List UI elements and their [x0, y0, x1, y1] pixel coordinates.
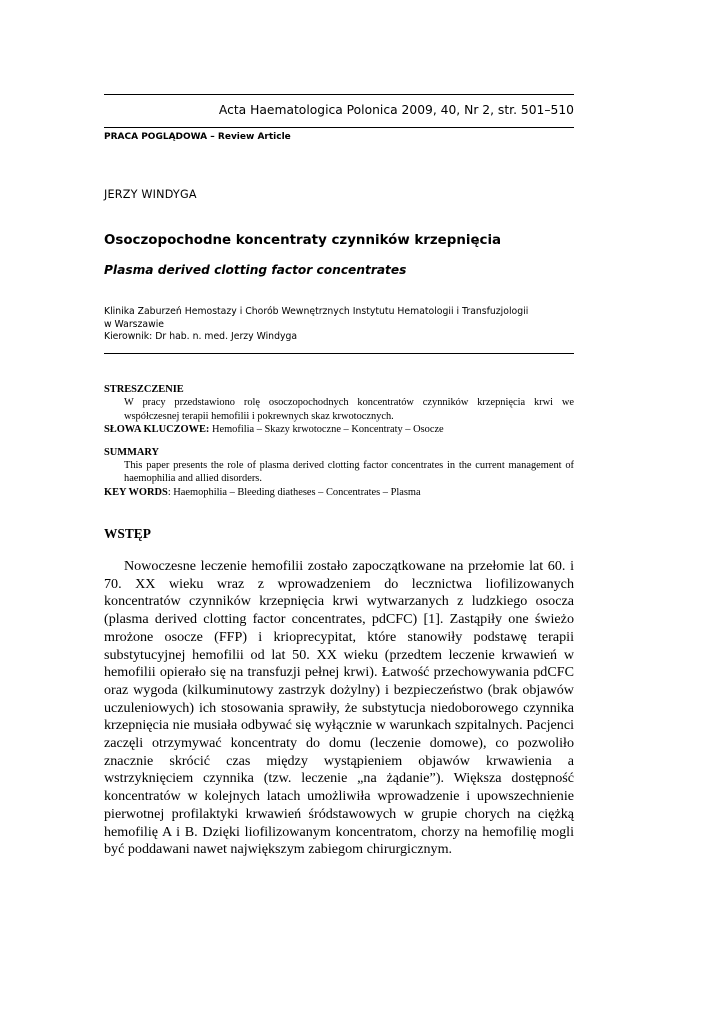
keywords-pl: [104, 423, 574, 436]
article-category: PRACA POGLĄDOWA – Review Article: [104, 132, 291, 142]
body-paragraph: Nowoczesne leczenie hemofilii zostało zapoczątkowane na przełomie lat 60. i 70. XX wieku wraz z wprowadzeniem do lecznictwa liofilizowanych koncentratów czynników krzepnięcia krwi wytwarzanych z ludzkiego osocza (plasma derived clotting factor concentrates, pdCFC) [1]. Zastąpiły one świeżo mrożone osocze (FFP) i krioprecypitat, które stanowiły podstawę terapii substytucyjnej hemofilii od lat 50. XX wieku (przedtem leczenie krwawień w hemofilii opierało się na transfuzji pełnej krwi). Łatwość przechowywania pdCFC oraz wygoda (kilkuminutowy zastrzyk dożylny) i bezpieczeństwo (brak objawów uczuleniowych) ich stosowania sprawiły, że substytucja niedoborowego czynnika krzepnięcia nie musiała odbywać się wyłącznie w warunkach szpitalnych. Pacjenci zaczęli otrzymywać koncentraty do domu (leczenie domowe), co pozwoliło znacznie skrócić czas między wystąpieniem objawów krwawienia a wstrzyknięciem czynnika (tzw. leczenie „na żądanie”). Większa dostępność koncentratów w kolejnych latach umożliwiła wprowadzenie i upowszechnienie pierwotnej profilaktyki krwawień śródstawowych w grupie chorych na ciężką hemofilię A i B. Dzięki liofilizowanym koncentratom, chorzy na hemofilię mogli być poddawani nawet największym zabiegom chirurgicznym.: [104, 558, 574, 858]
affiliation-rule: [104, 353, 574, 354]
affiliation-line: w Warszawie: [104, 318, 165, 330]
header-top-rule: [104, 94, 574, 95]
section-heading: WSTĘP: [104, 526, 151, 541]
abstract-pl-text: W pracy przedstawiono rolę osoczopochodnych koncentratów czynników krzepnięcia krwi we współczesnej terapii hemofilii i pokrewnych skaz krwotocznych.: [124, 397, 574, 422]
journal-citation: Acta Haematologica Polonica 2009, 40, Nr 2, str. 501–510: [218, 103, 574, 117]
article-page: [104, 0, 574, 1024]
abstracts-block: [104, 383, 574, 499]
abstract-en-text: This paper presents the role of plasma derived clotting factor concentrates in the current management of haemophilia and allied disorders.: [124, 460, 574, 485]
affiliation-block: [104, 306, 528, 344]
keywords-en-values: : Haemophilia – Bleeding diatheses – Concentrates – Plasma: [167, 486, 421, 498]
head-of-clinic: Kierownik: Dr hab. n. med. Jerzy Windyga: [104, 331, 298, 342]
affiliation-line: Klinika Zaburzeń Hemostazy i Chorób Wewnętrznych Instytutu Hematologii i Transfuzjologii: [104, 306, 529, 317]
keywords-pl-values: Hemofilia – Skazy krwotoczne – Koncentraty – Osocze: [209, 424, 444, 436]
keywords-en: [104, 486, 574, 499]
abstract-en-heading: SUMMARY: [104, 446, 160, 458]
keywords-en-label: KEY WORDS: [104, 486, 168, 498]
author-name: JERZY WINDYGA: [104, 188, 197, 201]
title-english: Plasma derived clotting factor concentrates: [104, 263, 407, 277]
title-polish: Osoczopochodne koncentraty czynników krzepnięcia: [104, 233, 502, 248]
keywords-pl-label: SŁOWA KLUCZOWE:: [104, 424, 210, 436]
header-bottom-rule: [104, 127, 574, 128]
abstract-pl-heading: STRESZCZENIE: [104, 384, 184, 395]
